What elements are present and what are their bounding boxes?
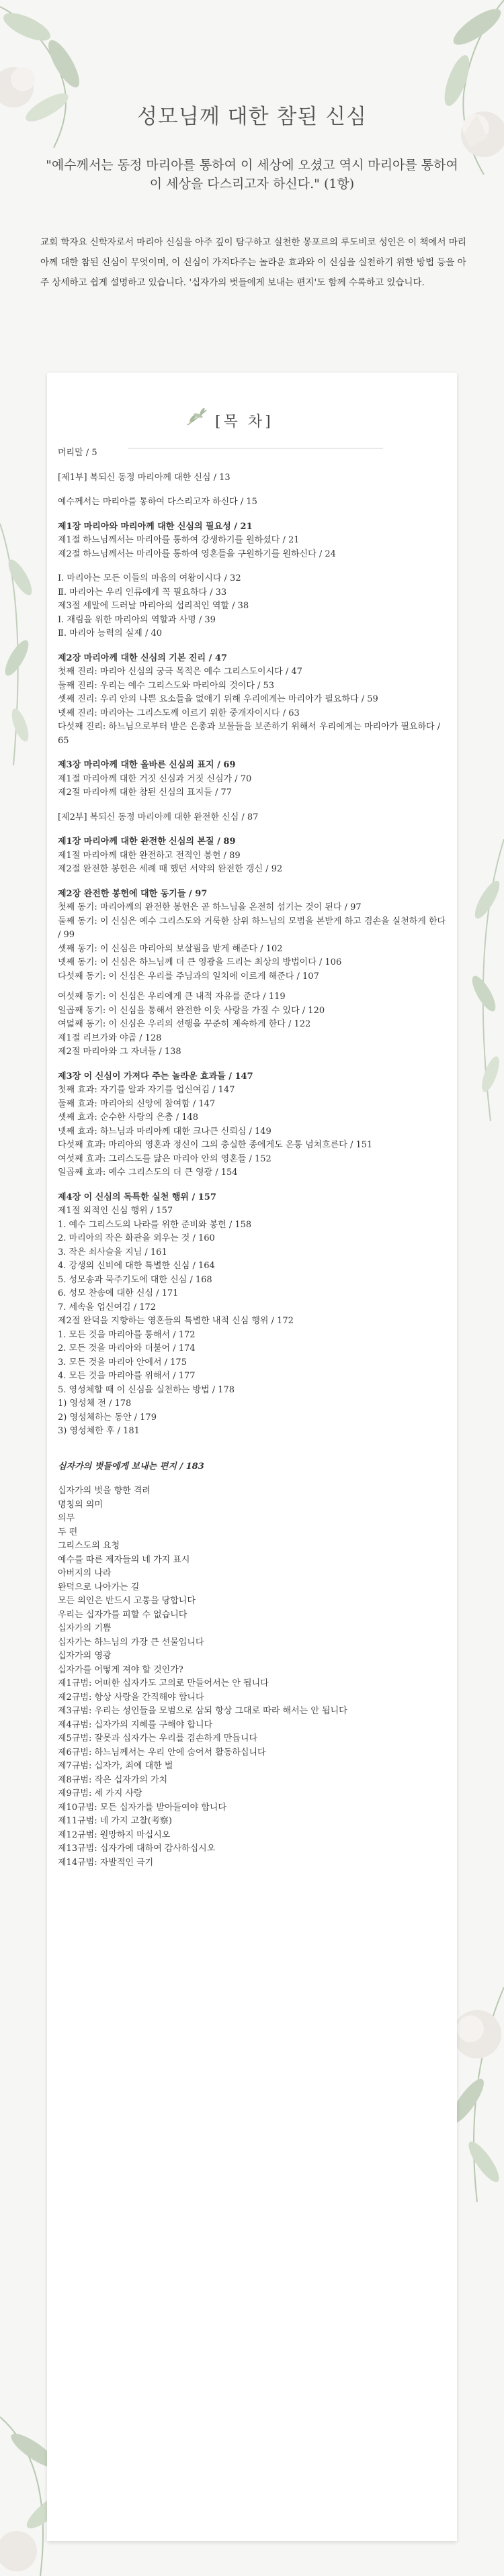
toc-spacer: [58, 984, 448, 990]
toc-entry: 머리말 / 5: [58, 448, 97, 458]
toc-entry: 제1절 마리아께 대한 완전하고 전적인 봉헌 / 89: [58, 850, 241, 861]
toc-spacer: [58, 485, 448, 495]
toc-entry: 제1절 리브가와 야곱 / 128: [58, 1033, 162, 1043]
toc-spacer: [58, 1474, 448, 1484]
toc-chapter-heading: 제3장 이 신심이 가져다 주는 놀라운 효과들 / 147: [58, 1071, 253, 1082]
toc-entry: 둘째 진리: 우리는 예수 그리스도와 마리아의 것이다 / 53: [58, 680, 275, 691]
toc-entry: 다섯째 동기: 이 신심은 우리를 주님과의 일치에 이르게 해준다 / 107: [58, 971, 319, 982]
toc-entry: 제2절 완전한 봉헌은 세례 때 했던 서약의 완전한 갱신 / 92: [58, 864, 283, 874]
toc-entry: 제1규범: 어떠한 십자가도 고의로 만들어서는 안 됩니다: [58, 1678, 269, 1688]
toc-entry: 제14규범: 자발적인 극기: [58, 1857, 154, 1868]
toc-entry: 넷째 진리: 마리아는 그리스도께 이르기 위한 중개자이시다 / 63: [58, 708, 300, 718]
toc-entry: 5. 성모송과 묵주기도에 대한 신심 / 168: [58, 1274, 212, 1285]
toc-chapter-heading: 제1장 마리아께 대한 완전한 신심의 본질 / 89: [58, 837, 236, 847]
toc-spacer: [58, 824, 448, 835]
toc-spacer: [58, 1449, 448, 1460]
toc-entry: 제3절 세말에 드러날 마리아의 섭리적인 역할 / 38: [58, 601, 249, 611]
opening-quote: "예수께서는 동정 마리아를 통하여 이 세상에 오셨고 역시 마리아를 통하여 이 세상을 다스리고자 하신다." (1항): [46, 158, 458, 191]
toc-chapter-heading: 제3장 마리아께 대한 올바른 신심의 표지 / 69: [58, 760, 236, 770]
toc-entry: 2. 모든 것을 마리아와 더불어 / 174: [58, 1343, 196, 1353]
toc-entry: 명칭의 의미: [58, 1499, 103, 1510]
toc-entry: 두 편: [58, 1527, 78, 1537]
toc-entry: 셋째 동기: 이 신심은 마리아의 보살핌을 받게 해준다 / 102: [58, 943, 283, 954]
toc-entry: 3. 작은 쇠사슬을 지님 / 161: [58, 1247, 167, 1257]
toc-entry: Ⅰ. 재림을 위한 마리아의 역할과 사명 / 39: [58, 614, 216, 625]
toc-entry: 4. 모든 것을 마리아를 위해서 / 177: [58, 1371, 196, 1381]
toc-entry: Ⅱ. 마리아는 우리 인류에게 꼭 필요하다 / 33: [58, 587, 227, 598]
toc-entry: 일곱째 효과: 예수 그리스도의 더 큰 영광 / 154: [58, 1167, 238, 1178]
toc-chapter-heading: 제2장 마리아께 대한 신심의 기본 진리 / 47: [58, 653, 227, 663]
toc-chapter-heading: 제2장 완전한 봉헌에 대한 동기들 / 97: [58, 888, 208, 899]
toc-entry: 제11규범: 네 가지 고찰(考察): [58, 1816, 172, 1826]
toc-entry: 십자가의 영광: [58, 1651, 112, 1661]
toc-spacer: [58, 748, 448, 759]
toc-entry: 십자가는 하느님의 가장 큰 선물입니다: [58, 1637, 204, 1648]
toc-entry: 예수께서는 마리아를 통하여 다스리고자 하신다 / 15: [58, 497, 257, 507]
toc-entry: 제10규범: 모든 십자가를 받아들여야 합니다: [58, 1802, 226, 1813]
toc-entry: 제7규범: 십자가, 죄에 대한 벌: [58, 1761, 173, 1771]
toc-entry: 1. 모든 것을 마리아를 통해서 / 172: [58, 1329, 196, 1340]
toc-entry: 제12규범: 원망하지 마십시오: [58, 1829, 171, 1840]
toc-entry: 완덕으로 나아가는 길: [58, 1582, 140, 1592]
toc-section-heading: 십자가의 벗들에게 보내는 편지 / 183: [58, 1461, 204, 1472]
toc-spacer: [58, 510, 448, 520]
toc-entry: 여섯째 효과: 그리스도를 닮은 마리아 안의 영혼들 / 152: [58, 1153, 271, 1164]
toc-entry: 다섯째 효과: 마리아의 영혼과 정신이 그의 충실한 종에게도 온통 넘쳐흐른다 / 151: [58, 1140, 373, 1150]
toc-entry: 둘째 효과: 마리아의 신앙에 참여함 / 147: [58, 1098, 216, 1109]
toc-entry: 7. 세속을 업신여김 / 172: [58, 1302, 157, 1313]
toc-entry: 제4규범: 십자가의 지혜를 구해야 합니다: [58, 1719, 213, 1730]
toc-entry: 제2절 완덕을 지향하는 영혼들의 특별한 내적 신심 행위 / 172: [58, 1316, 294, 1326]
toc-entry: 제2절 하느님께서는 마리아를 통하여 영혼들을 구원하기를 원하신다 / 24: [58, 548, 336, 559]
toc-entry: 예수를 따른 제자들의 네 가지 표시: [58, 1554, 190, 1565]
toc-entry: [제1부] 복되신 동정 마리아께 대한 신심 / 13: [58, 472, 230, 483]
toc-entry: 제6규범: 하느님께서는 우리 안에 숨어서 활동하십니다: [58, 1747, 266, 1758]
leaf-sprig-icon: [185, 408, 209, 428]
toc-title: [목 차]: [215, 414, 274, 430]
toc-header: [47, 391, 457, 432]
toc-entry: 넷째 효과: 하느님과 마리아께 대한 크나큰 신뢰심 / 149: [58, 1126, 271, 1137]
toc-entry: 3) 영성체한 후 / 181: [58, 1426, 140, 1436]
toc-entry: 제8규범: 작은 십자가의 가치: [58, 1774, 168, 1785]
toc-entry: 모든 의인은 반드시 고통을 당합니다: [58, 1596, 196, 1606]
toc-entry: 셋째 진리: 우리 안의 나쁜 요소들을 없애기 위해 우리에게는 마리아가 필요하다 / 59: [58, 694, 378, 704]
toc-entry: 여덟째 동기: 이 신심은 우리의 선행을 꾸준히 계속하게 한다 / 122: [58, 1019, 311, 1029]
toc-entry: 제2절 마리아께 대한 참된 신심의 표지들 / 77: [58, 788, 233, 798]
toc-entry: 5. 영성체할 때 이 신심을 실천하는 방법 / 178: [58, 1384, 235, 1395]
toc-entry: 첫째 진리: 마리아 신심의 궁극 목적은 예수 그리스도이시다 / 47: [58, 667, 302, 677]
toc-entry: 제1절 마리아께 대한 거짓 신심과 거짓 신심가 / 70: [58, 773, 252, 784]
toc-entry: 제1절 외적인 신심 행위 / 157: [58, 1206, 173, 1216]
toc-entry: 제1절 하느님께서는 마리아를 통하여 강생하기를 원하셨다 / 21: [58, 535, 300, 545]
toc-entry: Ⅰ. 마리아는 모든 이들의 마음의 여왕이시다 / 32: [58, 573, 241, 583]
toc-entry: [제2부] 복되신 동정 마리아께 대한 완전한 신심 / 87: [58, 812, 259, 822]
toc-entry: 넷째 동기: 이 신심은 하느님께 더 큰 영광을 드리는 최상의 방법이다 / 106: [58, 957, 342, 967]
left-middle-leaf-decoration: [0, 524, 54, 765]
toc-entry: 첫째 동기: 마리아께의 완전한 봉헌은 곧 하느님을 온전히 섬기는 것이 된다 / 97: [58, 902, 362, 912]
toc-spacer: [58, 561, 448, 572]
book-introduction: 교회 학자요 신학자로서 마리아 신심을 아주 깊이 탐구하고 실천한 몽포르의 루도비코 성인은 이 책에서 마리아께 대한 참된 신심이 무엇이며, 이 신심이 가져다주는 놀라운 효과와 이 신심을 실천하기 위한 방법 등을 아주 상세하고 쉽게 설명하고 있습니다. '십자가의 벗들에게 보내는 편지'도 함께 수록하고 있습니다.: [40, 237, 466, 288]
toc-entry: 십자가의 기쁨: [58, 1623, 112, 1633]
toc-spacer: [58, 1439, 448, 1449]
toc-chapter-heading: 제1장 마리아와 마리아께 대한 신심의 필요성 / 21: [58, 521, 253, 532]
toc-entry: 의무: [58, 1513, 75, 1523]
toc-spacer: [58, 641, 448, 652]
toc-spacer: [58, 461, 448, 471]
page-title: 성모님께 대한 참된 신심: [136, 105, 368, 129]
toc-entry: 첫째 효과: 자기를 알과 자기를 업신여김 / 147: [58, 1085, 235, 1095]
toc-entry: 제3규범: 우리는 성인들을 모범으로 삼되 항상 그대로 따라 해서는 안 됩니다: [58, 1706, 347, 1716]
toc-entry: 셋째 효과: 순수한 사랑의 은총 / 148: [58, 1112, 199, 1123]
toc-entry: 우리는 십자가를 피할 수 없습니다: [58, 1609, 187, 1620]
toc-entry: 십자가의 벗을 향한 격려: [58, 1486, 151, 1496]
toc-spacer: [58, 877, 448, 888]
toc-entry: 4. 강생의 신비에 대한 특별한 신심 / 164: [58, 1261, 215, 1271]
toc-entry: 1) 영성체 전 / 178: [58, 1398, 132, 1409]
toc-chapter-heading: 제4장 이 신심의 독특한 실천 행위 / 157: [58, 1192, 216, 1202]
toc-entry: 2. 마리아의 작은 화관을 외우는 것 / 160: [58, 1233, 215, 1243]
toc-entry: 제13규범: 십자가에 대하여 감사하십시오: [58, 1844, 216, 1854]
header: [0, 0, 504, 363]
toc-entry: Ⅱ. 마리아 능력의 실제 / 40: [58, 628, 163, 638]
toc-entry: 둘째 동기: 이 신심은 예수 그리스도와 거룩한 삼위 하느님의 모범을 본받게 하고 겸손을 실천하게 한다 / 99: [58, 916, 446, 940]
toc-entry: 제2규범: 항상 사랑을 간직해야 합니다: [58, 1692, 204, 1703]
toc-entry: 다섯째 진리: 하느님으로부터 받은 은총과 보물들을 보존하기 위해서 우리에게는 마리아가 필요하다 / 65: [58, 722, 441, 746]
toc-list: [58, 446, 448, 1870]
toc-entry: 제9규범: 세 가지 사랑: [58, 1788, 142, 1799]
toc-entry: 6. 성모 찬송에 대한 신심 / 171: [58, 1288, 179, 1298]
toc-entry: 2) 영성체하는 동안 / 179: [58, 1412, 157, 1423]
toc-entry: 일곱째 동기: 이 신심을 통해서 완전한 이웃 사랑을 가질 수 있다 / 120: [58, 1005, 325, 1016]
toc-entry: 여섯째 동기: 이 신심은 우리에게 큰 내적 자유를 준다 / 119: [58, 992, 286, 1002]
toc-entry: 제2절 마리아와 그 자녀들 / 138: [58, 1047, 181, 1057]
toc-spacer: [58, 1059, 448, 1070]
toc-entry: 아버지의 나라: [58, 1568, 112, 1578]
toc-entry: 제5규범: 잘못과 십자가는 우리를 겸손하게 만듭니다: [58, 1733, 258, 1744]
toc-entry: 십자가를 어떻게 져야 할 것인가?: [58, 1664, 183, 1675]
right-middle-leaf-decoration: [450, 839, 504, 1121]
table-of-contents-card: [47, 373, 457, 2541]
toc-entry: 3. 모든 것을 마리아 안에서 / 175: [58, 1357, 187, 1368]
toc-spacer: [58, 800, 448, 811]
toc-entry: 그리스도의 요청: [58, 1541, 120, 1551]
toc-spacer: [58, 1180, 448, 1191]
toc-entry: 1. 예수 그리스도의 나라를 위한 준비와 봉헌 / 158: [58, 1219, 252, 1230]
